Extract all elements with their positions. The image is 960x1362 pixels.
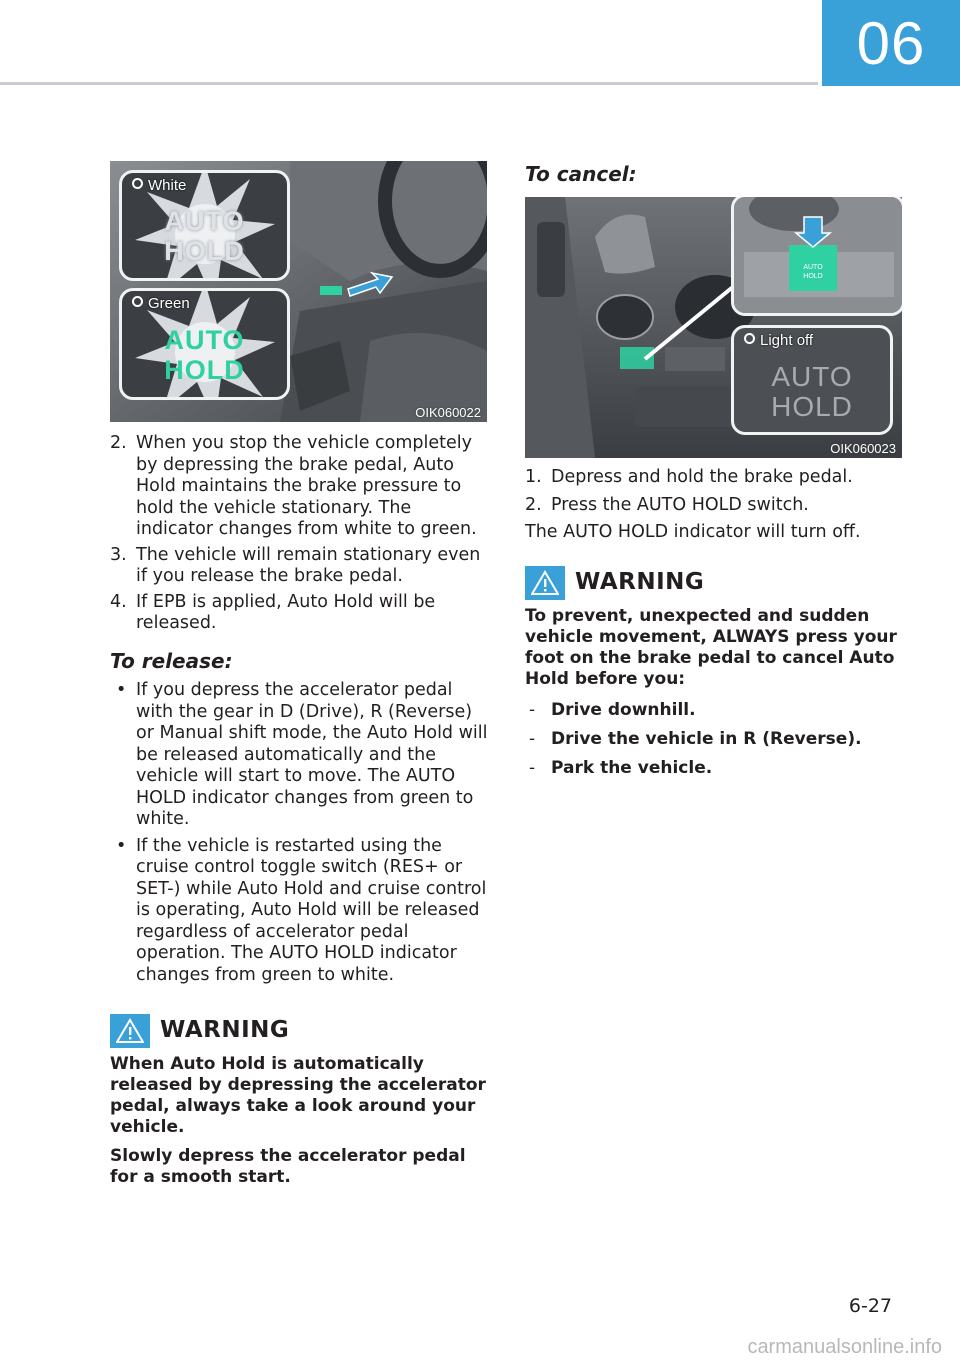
step-4 [110, 592, 488, 635]
inset-label-off: Light off [760, 332, 814, 349]
figure-code: OIK060023 [830, 441, 896, 456]
warning-list-item [525, 729, 903, 750]
release-bullet [110, 680, 488, 831]
svg-text:HOLD: HOLD [803, 273, 823, 280]
step-text: If EPB is applied, Auto Hold will be released. [136, 591, 436, 633]
bullet-dot-icon [744, 333, 755, 344]
auto-hold-green-indicator [164, 325, 245, 385]
warning-text: When Auto Hold is automatically released by depressing the accelerator pedal, always take a look around your vehicle. [110, 1054, 486, 1137]
bullet-dot-icon: • [116, 835, 127, 856]
cancel-result: The AUTO HOLD indicator will turn off. [525, 522, 861, 542]
list-item-text: Park the vehicle. [551, 757, 713, 778]
right-column [525, 467, 903, 787]
warning-title: WARNING [160, 1017, 290, 1044]
step-number: 1. [525, 467, 542, 487]
left-column [110, 433, 488, 1196]
indicator-inset-white [119, 170, 290, 281]
cancel-step-1 [525, 467, 903, 489]
warning-text: Slowly depress the accelerator pedal for a smooth start. [110, 1146, 466, 1187]
bullet-text: If you depress the accelerator pedal with the gear in D (Drive), R (Reverse) or Manual shift mode, the Auto Hold will be released automatically and the vehicle will start to move. The AUTO HOLD indicator changes from green to white. [136, 680, 488, 829]
figure-code: OIK060022 [415, 405, 481, 420]
warning-list-item [525, 700, 903, 721]
svg-text:AUTO: AUTO [803, 264, 823, 271]
warning-triangle-icon [525, 566, 565, 600]
release-bullet [110, 836, 488, 987]
inset-label-white: White [148, 177, 187, 194]
dash-marker: - [529, 757, 536, 778]
indicator-line-2: HOLD [164, 354, 245, 385]
step-number: 2. [110, 433, 127, 453]
auto-hold-off-indicator [771, 362, 853, 422]
warning-text: To prevent, unexpected and sudden vehicle movement, ALWAYS press your foot on the brake pedal to cancel Auto Hold before you: [525, 605, 897, 689]
indicator-inset-green [119, 288, 290, 400]
warning-block-right [525, 566, 903, 779]
step-text: Depress and hold the brake pedal. [551, 467, 853, 487]
warning-heading [110, 1014, 488, 1048]
step-2 [110, 433, 488, 541]
release-heading: To release: [110, 648, 233, 673]
header-rule [0, 82, 818, 85]
auto-hold-switch-figure [525, 197, 902, 458]
list-item-text: Drive the vehicle in R (Reverse). [551, 728, 862, 749]
bullet-dot-icon: • [116, 680, 127, 700]
dash-marker: - [529, 699, 536, 720]
warning-triangle-icon [110, 1014, 150, 1048]
indicator-line-1: AUTO [164, 206, 245, 236]
step-text: When you stop the vehicle completely by depressing the brake pedal, Auto Hold maintains the brake pressure to hold the vehicle stationary. The indicator changes from white to green. [136, 433, 477, 539]
dash-marker: - [529, 728, 536, 749]
warning-list-item [525, 758, 903, 779]
indicator-line-2: HOLD [164, 236, 245, 266]
auto-hold-indicator-figure [110, 161, 487, 422]
indicator-inset-off [731, 325, 893, 435]
cancel-step-2 [525, 495, 903, 517]
inset-label-green: Green [148, 295, 190, 312]
page-number: 6-27 [848, 1295, 892, 1317]
indicator-line-1: AUTO [164, 324, 245, 355]
bullet-text: If the vehicle is restarted using the cruise control toggle switch (RES+ or SET-) while Auto Hold and cruise control is operating, Auto Hold will be released regardless of accelerator pedal operation. The AUTO HOLD indicator changes from green to white. [136, 835, 487, 985]
step-number: 4. [110, 591, 127, 612]
step-3 [110, 545, 488, 588]
auto-hold-white-indicator [164, 206, 245, 266]
switch-closeup-inset [731, 197, 902, 316]
list-item-text: Drive downhill. [551, 699, 696, 720]
warning-block-left [110, 1014, 488, 1188]
step-text: The vehicle will remain stationary even if you release the brake pedal. [136, 544, 481, 586]
indicator-line-2: HOLD [771, 391, 853, 423]
indicator-line-1: AUTO [771, 361, 853, 393]
warning-heading [525, 566, 903, 600]
site-watermark: carmanualsonline.info [747, 1336, 942, 1358]
cancel-heading: To cancel: [525, 162, 637, 186]
switch-closeup-illustration [734, 197, 902, 313]
step-number: 2. [525, 494, 542, 515]
chapter-tab: 06 [822, 0, 960, 86]
step-text: Press the AUTO HOLD switch. [551, 494, 809, 515]
warning-title: WARNING [575, 568, 705, 595]
step-number: 3. [110, 544, 127, 565]
